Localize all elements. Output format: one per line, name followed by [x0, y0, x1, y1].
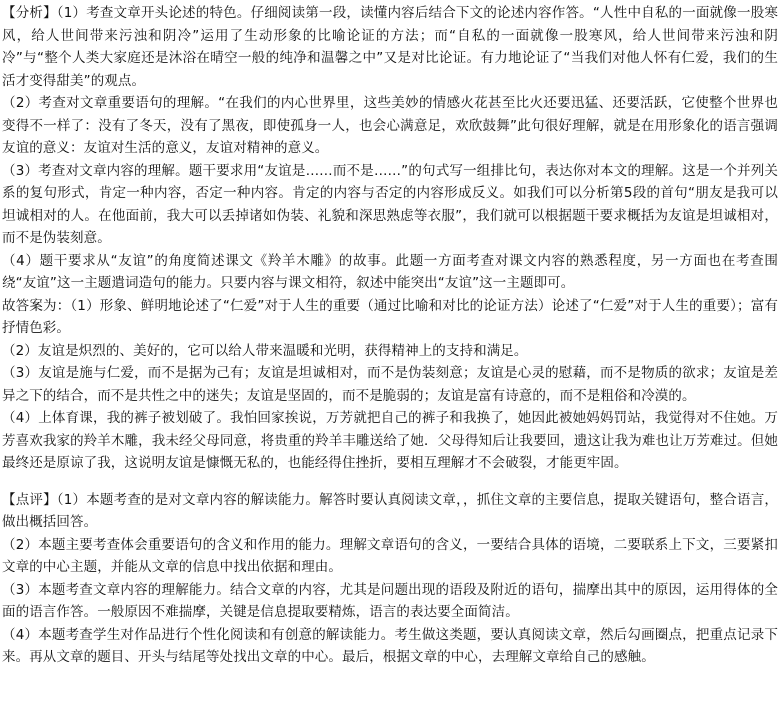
comment-paragraph-2: （2）本题主要考查体会重要语句的含义和作用的能力。理解文章语句的含义，一要结合具体的语境，二要联系上下文，三要紧扣文章的中心主题，并能从文章的信息中找出依据和理由。: [2, 536, 778, 575]
answer-paragraph-3: （3）友谊是施与仁爱，而不是据为己有；友谊是坦诚相对，而不是伪装刻意；友谊是心灵的慰藉，而不是物质的欲求；友谊是差异之下的结合，而不是共性之中的迷失；友谊是坚固的，而不是脆弱的；友谊是富有诗意的，而不是粗俗和冷漠的。: [2, 365, 778, 404]
analysis-paragraph-4: （4）题干要求从“友谊”的角度简述课文《羚羊木雕》的故事。此题一方面考查对课文内容的熟悉程度，另一方面也在考查围绕“友谊”这一主题遣词造句的能力。只要内容与课文相符，叙述中能突出“友谊”这一主题即可。: [2, 252, 778, 291]
comment-paragraph-4: （4）本题考查学生对作品进行个性化阅读和有创意的解读能力。考生做这类题，要认真阅读文章，然后勾画圈点，把重点记录下来。再从文章的题目、开头与结尾等处找出文章的中心。最后，根据文章的中心，去理解文章给自己的感触。: [2, 626, 778, 665]
answer-paragraph-2: （2）友谊是炽烈的、美好的，它可以给人带来温暖和光明，获得精神上的支持和满足。: [2, 342, 528, 359]
answer-paragraph-4: （4）上体育课，我的裤子被划破了。我怕回家挨说，万芳就把自己的裤子和我换了，她因此被她妈妈罚站，我觉得对不住她。万芳喜欢我家的羚羊木雕，我未经父母同意，将贵重的羚羊丰雕送给了她．父母得知后让我要回，遗这让我为难也让万芳难过。但她最终还是原谅了我，这说明友谊是慷慨无私的，也能经得住挫折，要相互理解才不会破裂，才能更牢固。: [2, 410, 778, 471]
answer-paragraph-1: 故答案为：（1）形象、鲜明地论述了“仁爱”对于人生的重要（通过比喻和对比的论证方法）论述了“仁爱”对于人生的重要）；富有抒情色彩。: [2, 297, 778, 336]
comment-paragraph-1: 【点评】（1）本题考查的是对文章内容的解读能力。解答时要认真阅读文章，，抓住文章的主要信息，提取关键语句，整合语言，做出概括回答。: [2, 491, 778, 530]
analysis-paragraph-3: （3）考查对文章内容的理解。题干要求用“友谊是……而不是……”的句式写一组排比句，表达你对本文的理解。这是一个并列关系的复句形式，肯定一种内容，否定一种内容。肯定的内容与否定的内容形成反义。如我们可以分析第5段的首句“朋友是我可以坦诚相对的人。在他面前，我大可以丢掉诸如伪装、礼貌和深思熟虑等衣服”，我们就可以根据题干要求概括为友谊是坦诚相对，而不是伪装刻意。: [2, 162, 778, 246]
analysis-paragraph-1: 【分析】（1）考查文章开头论述的特色。仔细阅读第一段，读懂内容后结合下文的论述内容作答。“人性中自私的一面就像一股寒风，给人世间带来污浊和阴冷”运用了生动形象的比喻论证的方法；而“自私的一面就像一股寒风，给人世间带来污浊和阴冷”与“整个人类大家庭还是沐浴在晴空一般的纯净和温馨之中”又是对比论证。有力地论证了“当我们对他人怀有仁爱，我们的生活才变得甜美”的观点。: [2, 5, 778, 89]
comment-paragraph-3: （3）本题考查文章内容的理解能力。结合文章的内容，尤其是问题出现的语段及附近的语句，揣摩出其中的原因，运用得体的全面的语言作答。一般原因不难揣摩，关键是信息提取要精炼，语言的表达要全面简洁。: [2, 581, 778, 620]
section-spacer: [0, 475, 780, 489]
analysis-paragraph-2: （2）考查对文章重要语句的理解。“在我们的内心世界里，这些美妙的情感火花甚至比火还要迅猛、还要活跃，它使整个世界也变得不一样了：没有了冬天，没有了黑夜，即使孤身一人，也会心满意足，欢欣鼓舞”此句很好理解，就是在用形象化的语言强调友谊的意义：友谊对生活的意义，友谊对精神的意义。: [2, 95, 778, 156]
comment-section: [0, 489, 780, 669]
analysis-section: [0, 2, 780, 475]
answer-document: [0, 2, 780, 669]
